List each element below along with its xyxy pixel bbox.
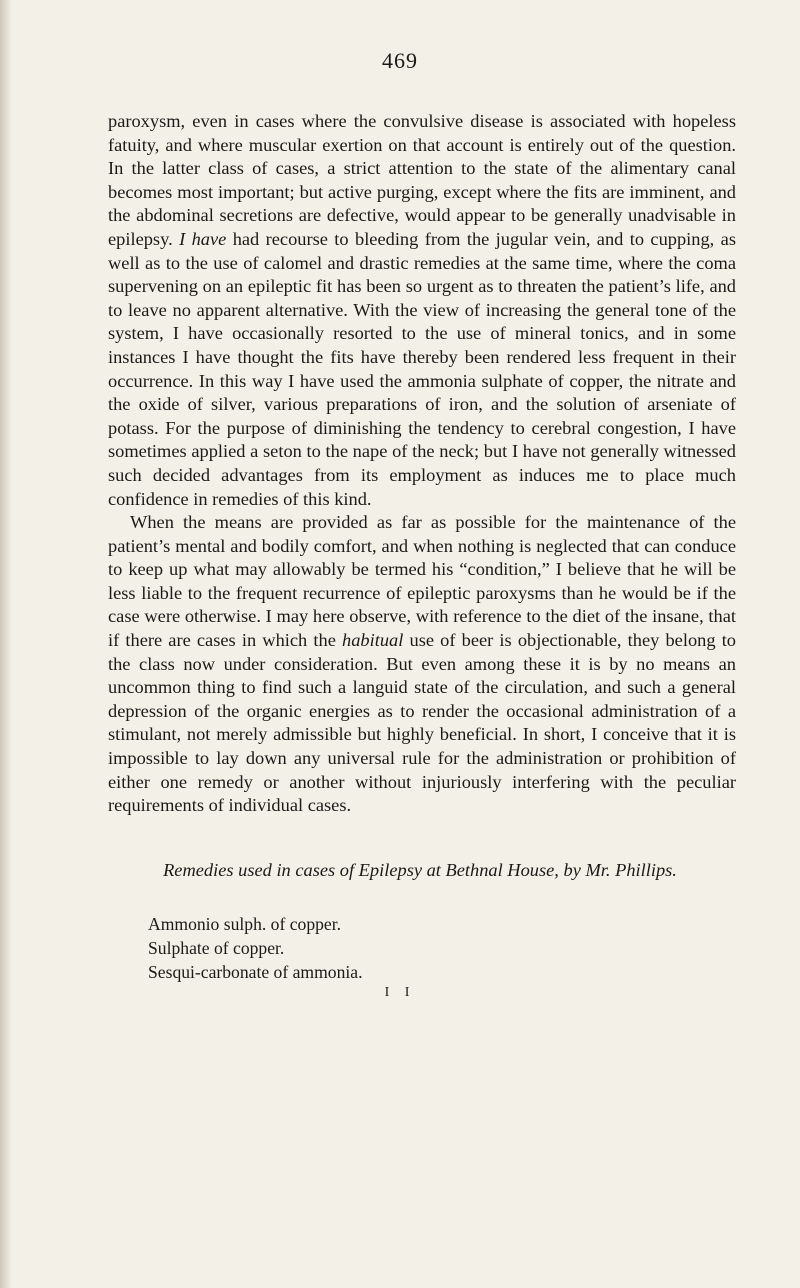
paragraph-1-italic: I have xyxy=(179,228,227,249)
paragraph-1-text-b: had recourse to bleeding from the jugular vein, and to cupping, as well as to the use of calomel and drastic remedies at the same time, where the coma supervening on an epileptic fit has been so urgent as to threaten the patient’s life, and to leave no apparent alternative. With the view of increasing the general tone of the system, I have occasionally resorted to the use of mineral tonics, and in some instances I have thought the fits have thereby been rendered less frequent in their occurrence. In this way I have used the ammonia sulphate of copper, the nitrate and the oxide of silver, various preparations of iron, and the solution of arseniate of potass. For the purpose of diminishing the tendency to cerebral congestion, I have sometimes applied a seton to the nape of the neck; but I have not generally witnessed such decided advantages from its employment as induces me to place much confidence in remedies of this kind. xyxy=(108,228,736,509)
remedies-list xyxy=(148,913,362,984)
remedy-item: Ammonio sulph. of copper. xyxy=(148,914,342,934)
paragraph-2-text-a: When the means are provided as far as possible for the maintenance of the patient’s mental and bodily comfort, and when nothing is neglected that can conduce to keep up what may allowably be termed his “condition,” I believe that he will be less liable to the frequent recurrence of epileptic paroxysms than he would be if the case were otherwise. I may here observe, with reference to the diet of the insane, that if there are cases in which the xyxy=(108,512,736,651)
remedy-item: Sesqui-carbonate of ammonia. xyxy=(148,961,363,982)
paragraph-2-text-b: use of beer is objectionable, they belong to the class now under consideration. But even among these it is by no means an uncommon thing to find such a languid state of the circulation, and such a general depression of the organic energies as to render the occasional administration of a stimulant, not merely admissible but highly beneficial. In short, I conceive that it is impossible to lay down any universal rule for the administration or prohibition of either one remedy or another without injuriously interfering with the peculiar requirements of individual cases. xyxy=(108,630,736,816)
signature-mark: I I xyxy=(384,985,416,1000)
body-text xyxy=(108,110,736,818)
paragraph-1-text-a: paroxysm, even in cases where the convulsive disease is associated with hopeless fatuity, and where muscular exertion on that account is entirely out of the question. In the latter class of cases, a strict attention to the state of the alimentary canal becomes most important; but active purging, except where the fits are imminent, and the abdominal secretions are defective, would appear to be generally unadvisable in epilepsy. xyxy=(108,111,736,249)
remedy-item: Sulphate of copper. xyxy=(148,937,285,958)
paragraph-2-italic: habitual xyxy=(342,630,404,651)
paragraph-2 xyxy=(108,511,736,818)
page-number: 469 xyxy=(382,48,418,73)
remedies-heading: Remedies used in cases of Epilepsy at Bethnal House, by Mr. Phillips. xyxy=(163,860,677,880)
page-edge-shadow xyxy=(0,0,12,1288)
paragraph-1 xyxy=(108,110,736,511)
